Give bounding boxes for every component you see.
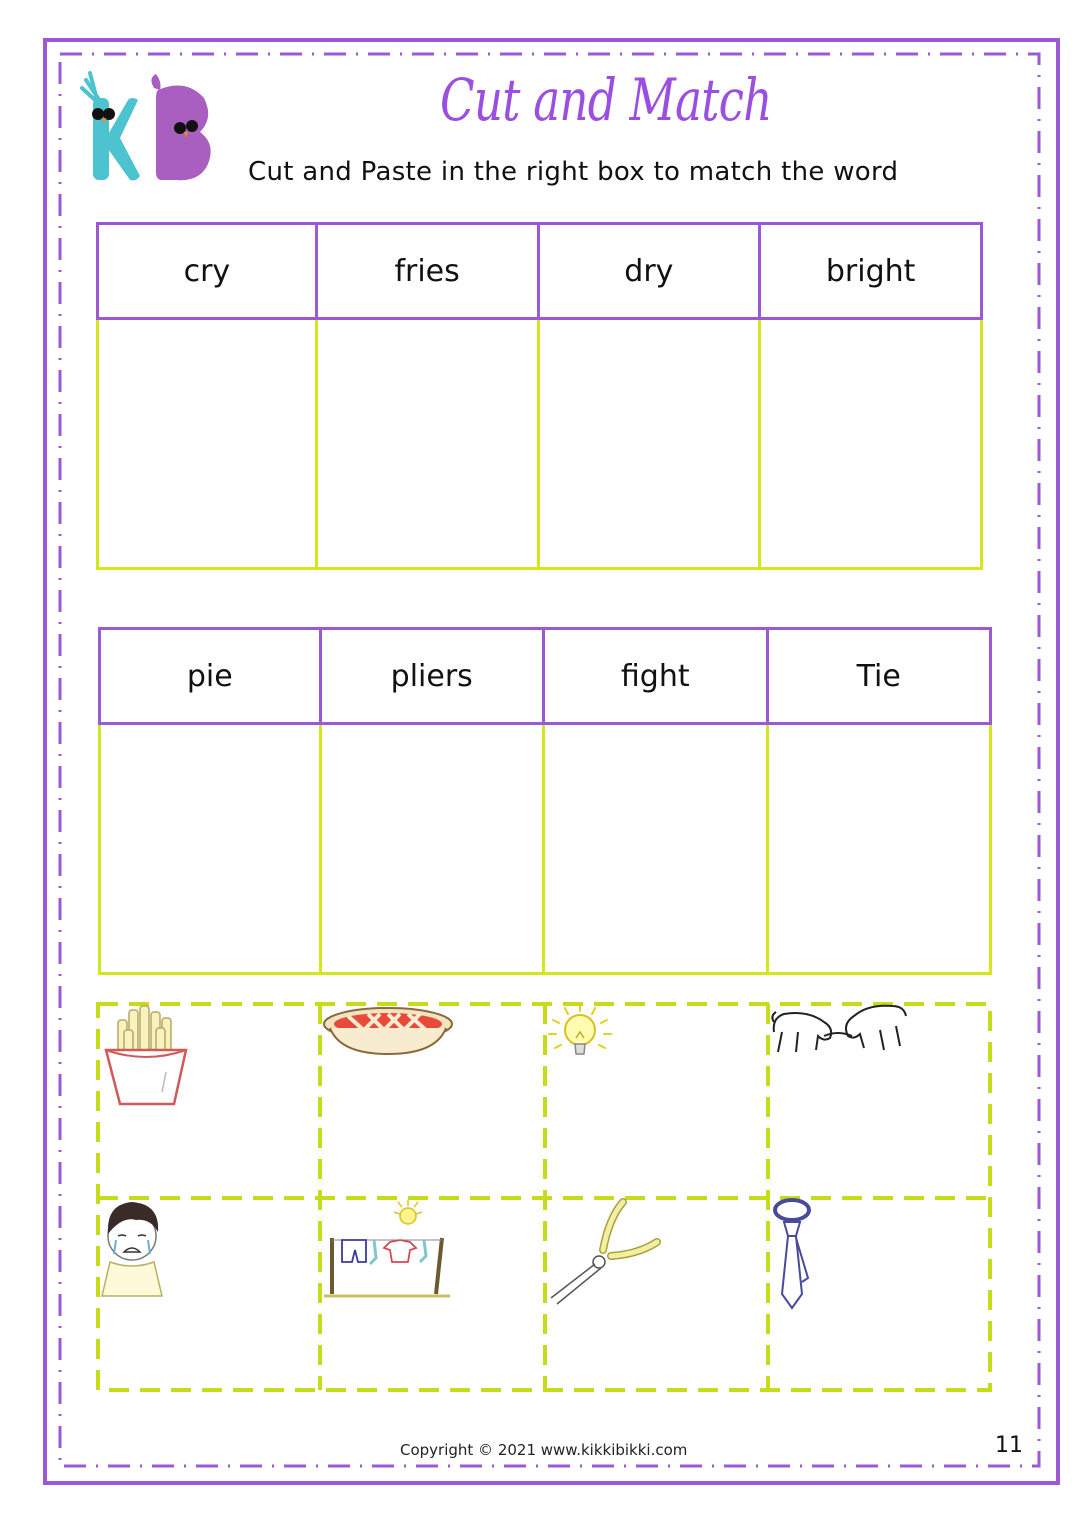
fighting-bulls-icon — [768, 1002, 912, 1062]
word-cell-pie: pie — [98, 627, 322, 725]
paste-box-cry[interactable] — [96, 320, 318, 570]
paste-box-bright[interactable] — [758, 320, 983, 570]
kikkibikki-logo — [76, 68, 226, 186]
drying-clothes-icon — [320, 1198, 456, 1308]
paste-box-fight[interactable] — [542, 725, 769, 975]
word-cell-fight: fight — [542, 627, 769, 725]
word-cell-cry: cry — [96, 222, 318, 320]
crying-boy-icon — [96, 1198, 168, 1298]
fries-icon — [96, 1002, 196, 1112]
cutout-cry[interactable] — [96, 1198, 320, 1392]
cutout-pie[interactable] — [320, 1002, 545, 1198]
match-table-2 — [98, 627, 992, 975]
cutout-fries[interactable] — [96, 1002, 320, 1198]
word-cell-dry: dry — [537, 222, 762, 320]
cutout-bright[interactable] — [545, 1002, 768, 1198]
word-cell-tie: Tie — [766, 627, 993, 725]
paste-box-fries[interactable] — [315, 320, 540, 570]
tie-icon — [768, 1198, 818, 1312]
cutout-pliers[interactable] — [545, 1198, 768, 1392]
pie-icon — [320, 1002, 456, 1062]
paste-box-pie[interactable] — [98, 725, 322, 975]
page-title: Cut and Match — [440, 66, 772, 134]
paste-box-tie[interactable] — [766, 725, 993, 975]
paste-box-pliers[interactable] — [319, 725, 546, 975]
copyright-text: Copyright © 2021 www.kikkibikki.com — [400, 1441, 688, 1459]
word-cell-fries: fries — [315, 222, 540, 320]
lightbulb-icon — [545, 1002, 615, 1072]
word-cell-pliers: pliers — [319, 627, 546, 725]
pliers-icon — [545, 1198, 665, 1308]
instruction-text: Cut and Paste in the right box to match the word — [248, 157, 899, 187]
cutout-fight[interactable] — [768, 1002, 992, 1198]
word-cell-bright: bright — [758, 222, 983, 320]
paste-box-dry[interactable] — [537, 320, 762, 570]
page-number: 11 — [995, 1433, 1023, 1458]
match-table-1 — [96, 222, 983, 570]
cutout-grid — [96, 1002, 992, 1392]
cutout-dry[interactable] — [320, 1198, 545, 1392]
cutout-tie[interactable] — [768, 1198, 992, 1392]
